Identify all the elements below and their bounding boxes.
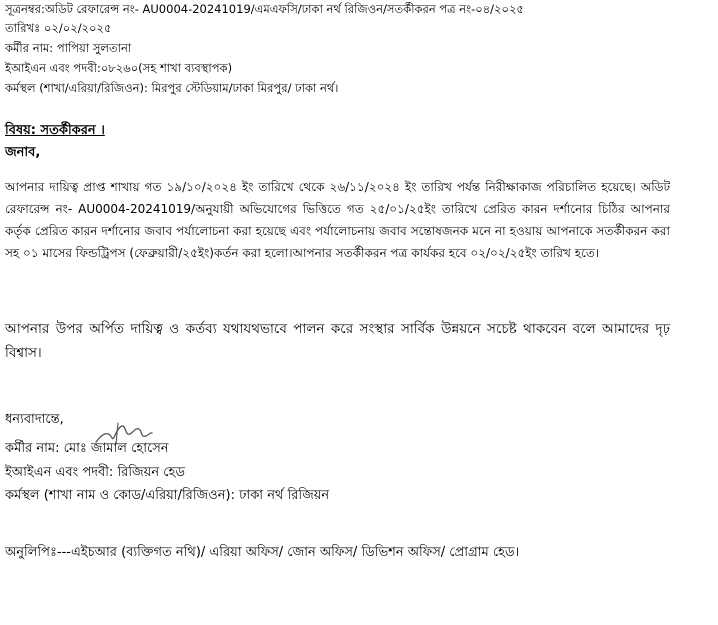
recipient-id-designation: ইআইএন এবং পদবী:০৮২৬০(সহ শাখা ব্যবস্থাপক) (5, 61, 233, 75)
sender-id-designation: ইআইএন এবং পদবী: রিজিয়ন হেড (5, 465, 185, 480)
body-paragraph-2: আপনার উপর অর্পিত দায়িত্ব ও কর্তব্য যথাযথভাবে পালন করে সংস্থার সার্বিক উন্নয়নে সচেষ্ট থাকবেন বলে আমাদের দৃঢ় বিশ্বাস। (5, 321, 670, 361)
reference-line: সূত্রনম্বর:অডিট রেফারেন্স নং- AU0004-20241019/এমএফসি/ঢাকা নর্থ রিজিওন/সতর্কীকরন পত্র নং-০৪/২০২৫ (5, 2, 524, 16)
sender-workplace: কর্মস্থল (শাখা নাম ও কোড/এরিয়া/রিজিওন): ঢাকা নর্থ রিজিয়ন (5, 488, 330, 503)
copy-to-line: অনুলিপিঃ---এইচআর (ব্যক্তিগত নথি)/ এরিয়া অফিস/ জোন অফিস/ ডিভিশন অফিস/ প্রোগ্রাম হেড। (5, 545, 520, 560)
recipient-name: কর্মীর নাম: পাপিয়া সুলতানা (5, 41, 132, 55)
subject-line: বিষয়: সতর্কীকরন । (5, 123, 105, 138)
date-line: তারিখঃ ০২/০২/২০২৫ (5, 21, 112, 35)
sender-name: কর্মীর নাম: মোঃ জামাল হোসেন (5, 441, 169, 456)
recipient-workplace: কর্মস্থল (শাখা/এরিয়া/রিজিওন): মিরপুর স্টেডিয়াম/ঢাকা মিরপুর/ ঢাকা নর্থ। (5, 81, 339, 95)
closing-line: ধন্যবাদান্তে, (5, 412, 64, 427)
salutation: জনাব, (5, 145, 41, 160)
body-paragraph-1: আপনার দায়িত্ব প্রাপ্ত শাখায় গত ১৯/১০/২০২৪ ইং তারিখে থেকে ২৬/১১/২০২৪ ইং তারিখ পর্যন্ত নিরীক্ষাকাজ পরিচালিত হয়েছে। অডিট রেফারেন্স নং- AU0004-20241019/অনুযায়ী অভিযোগের ভিত্তিতে গত ২৫/০১/২৫ইং তারিখে প্রেরিত কারন দর্শানোর চিঠির আপনার কর্তৃক প্রেরিত কারন দর্শানোর জবাব পর্যালোচনা করা হয়েছে এবং পর্যালোচনায় জবাব সন্তোষজনক মনে না হওয়ায় আপনাকে সতর্কীকরন করা সহ ০১ মাসের ফিন্ডট্রিপস (ফেব্রুয়ারী/২৫ইং)কর্তন করা হলো।আপনার সতর্কীকরন পত্র কার্যকর হবে ০২/০২/২৫ইং তারিখ হতে। (5, 180, 670, 260)
